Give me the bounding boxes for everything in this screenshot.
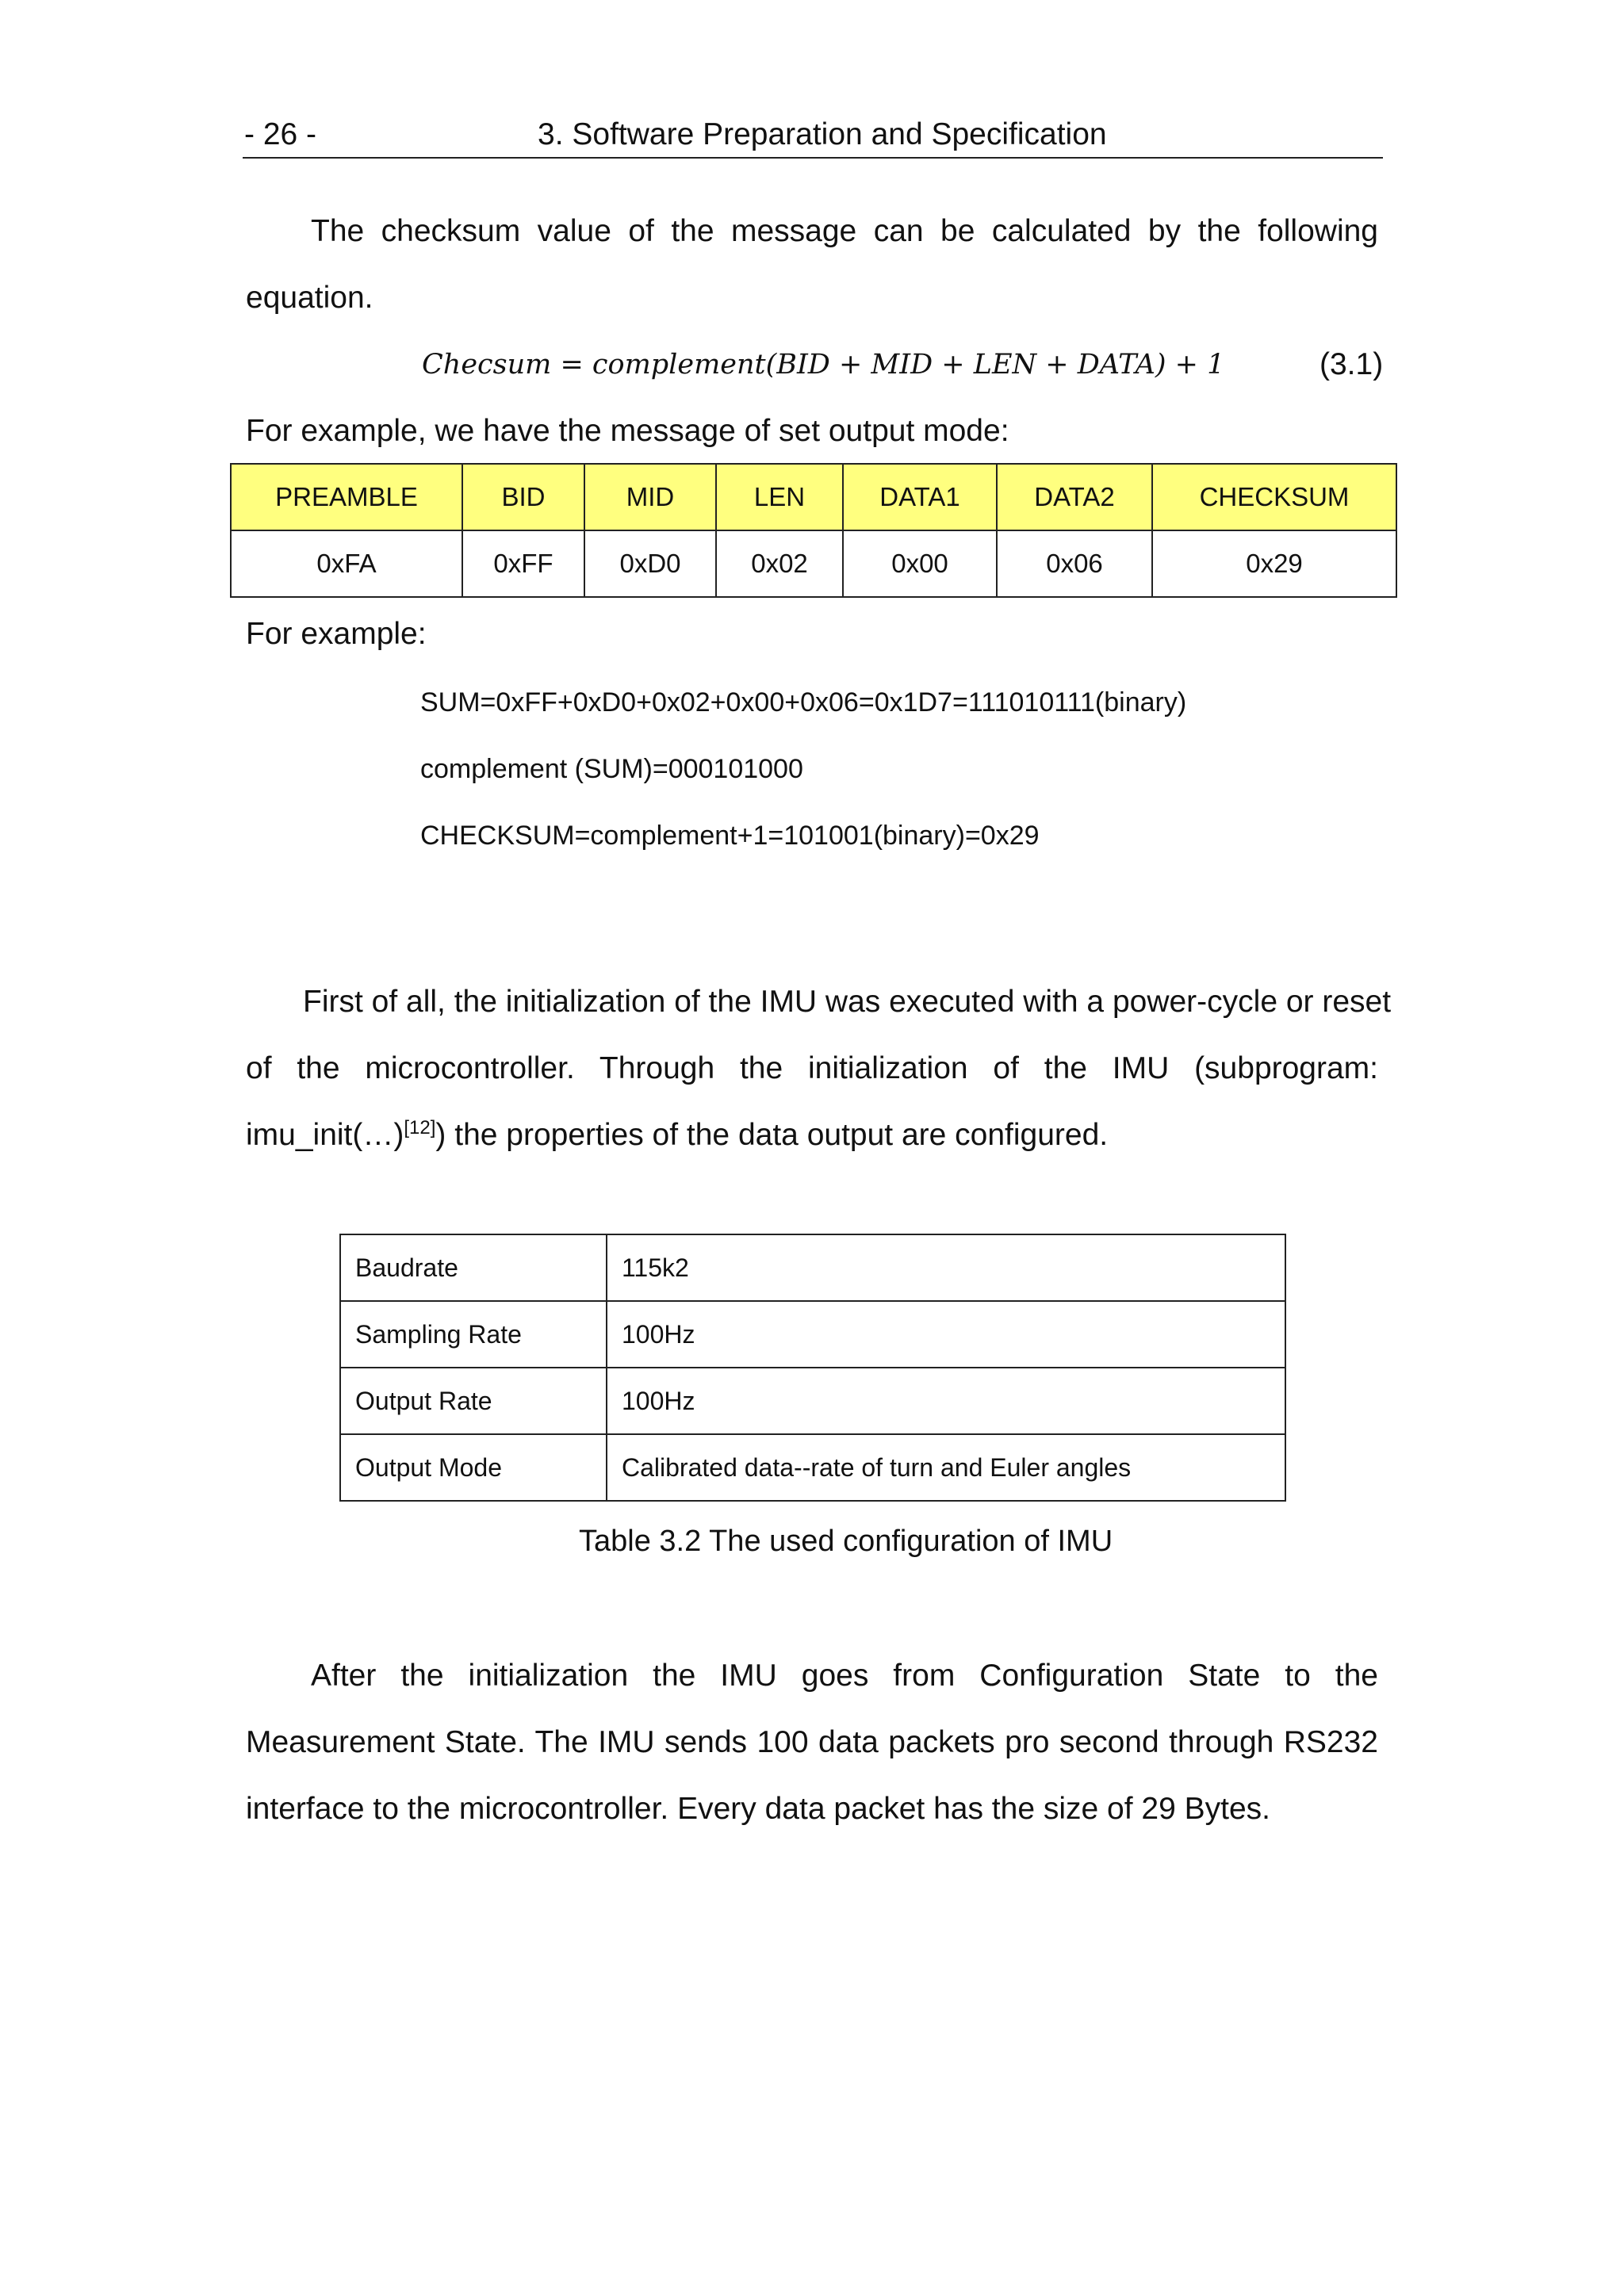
calculation-complement: complement (SUM)=000101000: [420, 754, 803, 784]
equation-number: (3.1): [1320, 347, 1384, 381]
calculation-checksum: CHECKSUM=complement+1=101001(binary)=0x29: [420, 821, 1040, 851]
paragraph-2-line-3-end: ) the properties of the data output are configured.: [435, 1118, 1109, 1152]
message-table: [230, 463, 1397, 598]
header-rule: [243, 157, 1383, 159]
paragraph-3-line-2: Measurement State. The IMU sends 100 data packets pro second through RS232: [246, 1725, 1378, 1759]
config-value: 100Hz: [607, 1301, 1285, 1368]
table-cell: 0xFA: [231, 530, 462, 597]
paragraph-2-line-2: of the microcontroller. Through the initialization of the IMU (subprogram:: [246, 1051, 1378, 1085]
table-header-cell: DATA1: [843, 464, 997, 530]
table-header-cell: LEN: [716, 464, 843, 530]
config-parameter: Sampling Rate: [340, 1301, 607, 1368]
paragraph-2-line-1: First of all, the initialization of the IMU was executed with a power-cycle or reset: [303, 985, 1392, 1019]
running-header-title: 3. Software Preparation and Specification: [538, 117, 1107, 151]
table-cell: 0x02: [716, 530, 843, 597]
table-cell: 0x29: [1152, 530, 1396, 597]
table-row: [340, 1301, 1285, 1368]
paragraph-2-line-3: [246, 1102, 1108, 1169]
table-cell: 0x06: [997, 530, 1152, 597]
example-label: For example:: [246, 617, 427, 651]
example-intro-text: For example, we have the message of set output mode:: [246, 414, 1009, 448]
table-caption: Table 3.2 The used configuration of IMU: [579, 1525, 1113, 1558]
table-header-cell: MID: [584, 464, 716, 530]
table-row: [340, 1368, 1285, 1434]
message-table-header-row: [231, 464, 1396, 530]
config-parameter: Output Rate: [340, 1368, 607, 1434]
table-header-cell: BID: [462, 464, 584, 530]
message-table-value-row: [231, 530, 1396, 597]
page-number: - 26 -: [244, 117, 317, 151]
config-value: 100Hz: [607, 1368, 1285, 1434]
config-value: Calibrated data--rate of turn and Euler angles: [607, 1434, 1285, 1501]
checksum-equation: Checsum = complement(BID + MID + LEN + DATA) + 1: [422, 349, 1225, 381]
config-value: 115k2: [607, 1234, 1285, 1301]
table-cell: 0xFF: [462, 530, 584, 597]
citation-reference: [12]: [404, 1117, 436, 1138]
imu-configuration-table: [339, 1234, 1286, 1502]
table-header-cell: CHECKSUM: [1152, 464, 1396, 530]
table-row: [340, 1434, 1285, 1501]
paragraph-3-line-1: After the initialization the IMU goes from Configuration State to the: [311, 1659, 1378, 1693]
paragraph-1-line-2: equation.: [246, 281, 373, 315]
table-row: [340, 1234, 1285, 1301]
table-header-cell: DATA2: [997, 464, 1152, 530]
paragraph-1-line-1: The checksum value of the message can be calculated by the following: [311, 214, 1378, 248]
table-cell: 0xD0: [584, 530, 716, 597]
subprogram-name: imu_init(…): [246, 1118, 404, 1152]
paragraph-3-line-3: interface to the microcontroller. Every data packet has the size of 29 Bytes.: [246, 1792, 1270, 1826]
config-parameter: Output Mode: [340, 1434, 607, 1501]
table-header-cell: PREAMBLE: [231, 464, 462, 530]
config-parameter: Baudrate: [340, 1234, 607, 1301]
table-cell: 0x00: [843, 530, 997, 597]
calculation-sum: SUM=0xFF+0xD0+0x02+0x00+0x06=0x1D7=111010111(binary): [420, 687, 1187, 718]
